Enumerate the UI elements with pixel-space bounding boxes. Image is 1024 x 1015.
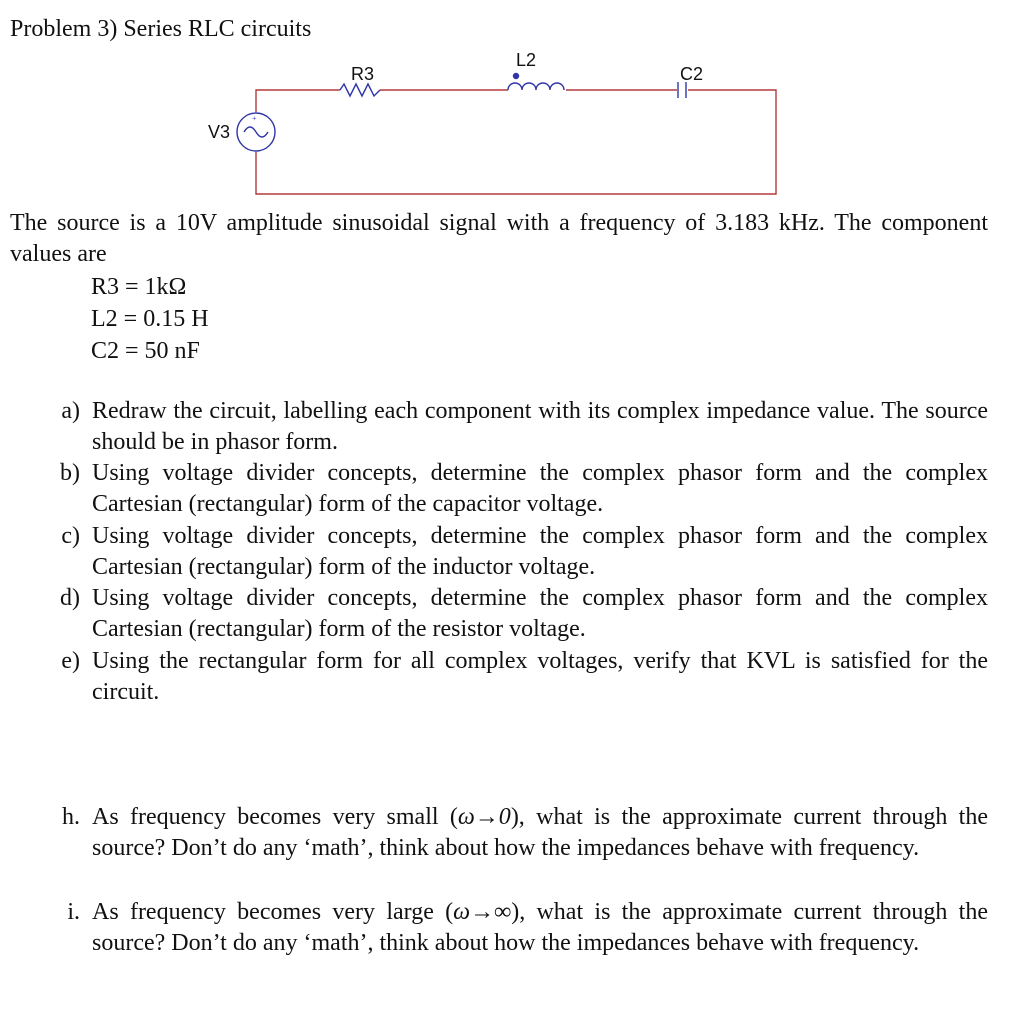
source-plus: + — [252, 114, 257, 123]
circuit-diagram — [0, 40, 1024, 205]
question-text: Redraw the circuit, labelling each component with its complex impedance value. The source should be in phasor form. — [92, 398, 988, 455]
question-marker: c) — [61, 523, 80, 549]
resistor-symbol — [340, 84, 380, 96]
question-marker: d) — [60, 585, 80, 611]
value-l2: L2 = 0.15 H — [91, 306, 209, 332]
question-text-pre: As frequency becomes very small ( — [92, 804, 458, 830]
question-text-pre: As frequency becomes very large ( — [92, 899, 454, 925]
right-bottom-wire — [256, 90, 776, 194]
component-values — [91, 271, 209, 367]
capacitor-label: C2 — [680, 64, 704, 84]
omega-limit-math: ω→∞ — [453, 899, 512, 925]
question-text-post: ), what is the approximate current through the source? Don’t do any ‘math’, think about how the impedances behave with frequency. — [92, 899, 988, 956]
question-text — [92, 897, 988, 959]
circuit-symbols — [237, 74, 686, 152]
question-marker: a) — [61, 398, 80, 424]
top-left-wire — [256, 90, 340, 112]
question-text: Using voltage divider concepts, determine the complex phasor form and the complex Cartesian (rectangular) form of the capacitor voltage. — [92, 460, 988, 517]
value-c2: C2 = 50 nF — [91, 338, 200, 364]
question-text: Using voltage divider concepts, determine the complex phasor form and the complex Cartesian (rectangular) form of the resistor voltage. — [92, 585, 988, 642]
resistor-label: R3 — [351, 64, 375, 84]
question-text: Using voltage divider concepts, determine the complex phasor form and the complex Cartesian (rectangular) form of the inductor voltage. — [92, 523, 988, 580]
source-sine — [244, 127, 268, 137]
inductor-label: L2 — [516, 50, 537, 70]
problem-title: Problem 3) Series RLC circuits — [10, 16, 312, 42]
question-text-post: ), what is the approximate current through the source? Don’t do any ‘math’, think about how the impedances behave with frequency. — [92, 804, 988, 861]
inductor-dot — [514, 74, 519, 79]
circuit-labels — [208, 50, 703, 142]
question-text — [92, 802, 988, 864]
source-label: V3 — [208, 122, 231, 142]
circuit-wires — [256, 90, 776, 194]
question-marker: i. — [67, 899, 80, 925]
problem-intro: The source is a 10V amplitude sinusoidal signal with a frequency of 3.183 kHz. The component values are — [10, 210, 988, 267]
question-marker: h. — [62, 804, 80, 830]
omega-limit-math: ω→0 — [457, 804, 511, 830]
question-marker: e) — [61, 648, 80, 674]
value-r3: R3 = 1kΩ — [91, 274, 187, 300]
question-text: Using the rectangular form for all complex voltages, verify that KVL is satisfied for the circuit. — [92, 648, 988, 705]
question-marker: b) — [60, 460, 80, 486]
inductor-symbol — [508, 83, 564, 90]
